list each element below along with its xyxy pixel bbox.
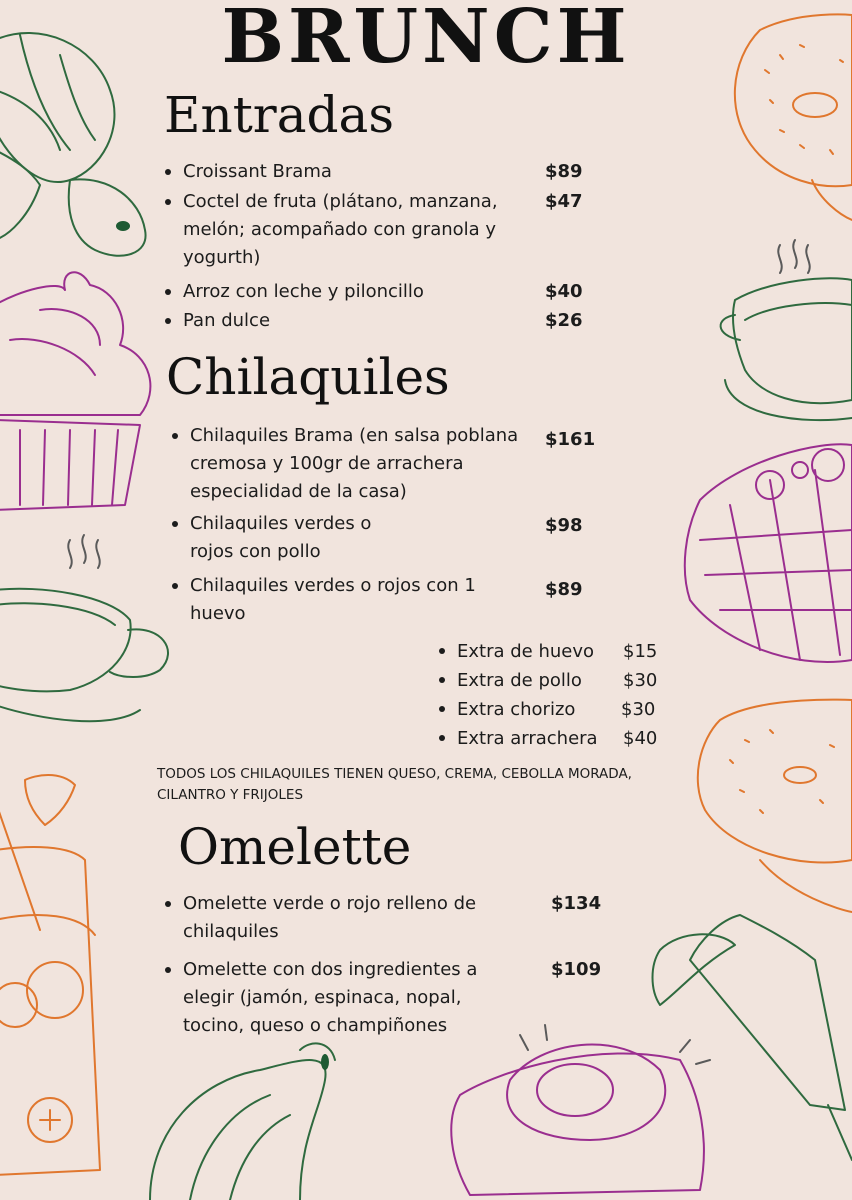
bullet-icon [172, 583, 178, 589]
chilaquiles-list [190, 422, 610, 628]
drink-glass-icon [653, 915, 852, 1160]
extras-list [457, 637, 677, 753]
extra-price: $30 [621, 699, 656, 720]
item-price: $47 [545, 191, 583, 212]
coffee-cup-left-icon [0, 535, 168, 721]
waffle-icon [685, 444, 852, 662]
omelette-title: Omelette [178, 818, 412, 876]
egg-toast-icon [451, 1025, 710, 1195]
item-price: $89 [545, 579, 583, 600]
list-item [183, 158, 583, 186]
donut-icon [698, 700, 852, 912]
bullet-icon [165, 318, 171, 324]
list-item [457, 637, 677, 666]
entradas-list [183, 158, 583, 335]
item-price: $98 [545, 515, 583, 536]
item-name: Chilaquiles verdes o rojos con 1 huevo [190, 575, 476, 624]
entradas-title: Entradas [164, 86, 394, 144]
item-name: Arroz con leche y piloncillo [183, 281, 424, 302]
bullet-icon [439, 706, 445, 712]
list-item [183, 307, 583, 335]
extra-name: Extra de pollo [457, 670, 582, 691]
bullet-icon [165, 967, 171, 973]
bullet-icon [439, 677, 445, 683]
list-item [183, 890, 602, 946]
list-item [457, 666, 677, 695]
item-name: Pan dulce [183, 310, 271, 331]
bullet-icon [165, 169, 171, 175]
item-price: $161 [545, 429, 596, 450]
extra-name: Extra arrachera [457, 728, 598, 749]
item-name: Omelette con dos ingredientes a elegir (jamón, espinaca, nopal, tocino, queso o champiñones [183, 959, 478, 1036]
item-name: Coctel de fruta (plátano, manzana, melón; acompañado con granola y yogurth) [183, 191, 498, 268]
extra-price: $30 [623, 670, 658, 691]
extra-price: $40 [623, 728, 658, 749]
cupcake-icon [0, 272, 150, 510]
item-name: Chilaquiles Brama (en salsa poblana cremosa y 100gr de arrachera especialidad de la casa) [190, 425, 519, 502]
list-item [190, 422, 596, 506]
extra-price: $15 [623, 641, 658, 662]
item-price: $134 [551, 893, 602, 914]
item-price: $26 [545, 310, 583, 331]
lemonade-jar-icon [0, 775, 100, 1175]
item-name: Croissant Brama [183, 161, 332, 182]
menu-title: BRUNCH [221, 0, 631, 80]
item-price: $109 [551, 959, 602, 980]
item-name: Omelette verde o rojo relleno de chilaquiles [183, 893, 477, 942]
item-name: Chilaquiles verdes o rojos con pollo [190, 513, 372, 562]
list-item [190, 510, 583, 566]
bullet-icon [439, 648, 445, 654]
chilaquiles-note: TODOS LOS CHILAQUILES TIENEN QUESO, CREMA, CEBOLLA MORADA, CILANTRO Y FRIJOLES [157, 766, 632, 803]
chilaquiles-title: Chilaquiles [166, 348, 450, 406]
croissant-bottom-icon [150, 1043, 335, 1200]
list-item [190, 572, 583, 628]
list-item [183, 278, 583, 306]
bullet-icon [439, 735, 445, 741]
extra-name: Extra de huevo [457, 641, 595, 662]
list-item [457, 724, 677, 753]
bullet-icon [165, 901, 171, 907]
item-price: $40 [545, 281, 583, 302]
list-item [183, 956, 602, 1040]
extra-name: Extra chorizo [457, 699, 576, 720]
list-item [457, 695, 677, 724]
item-price: $89 [545, 161, 583, 182]
bullet-icon [165, 199, 171, 205]
bullet-icon [172, 433, 178, 439]
omelette-list [183, 890, 603, 1040]
coffee-cup-icon [721, 240, 852, 420]
list-item [183, 188, 583, 272]
bullet-icon [172, 521, 178, 527]
bullet-icon [165, 289, 171, 295]
